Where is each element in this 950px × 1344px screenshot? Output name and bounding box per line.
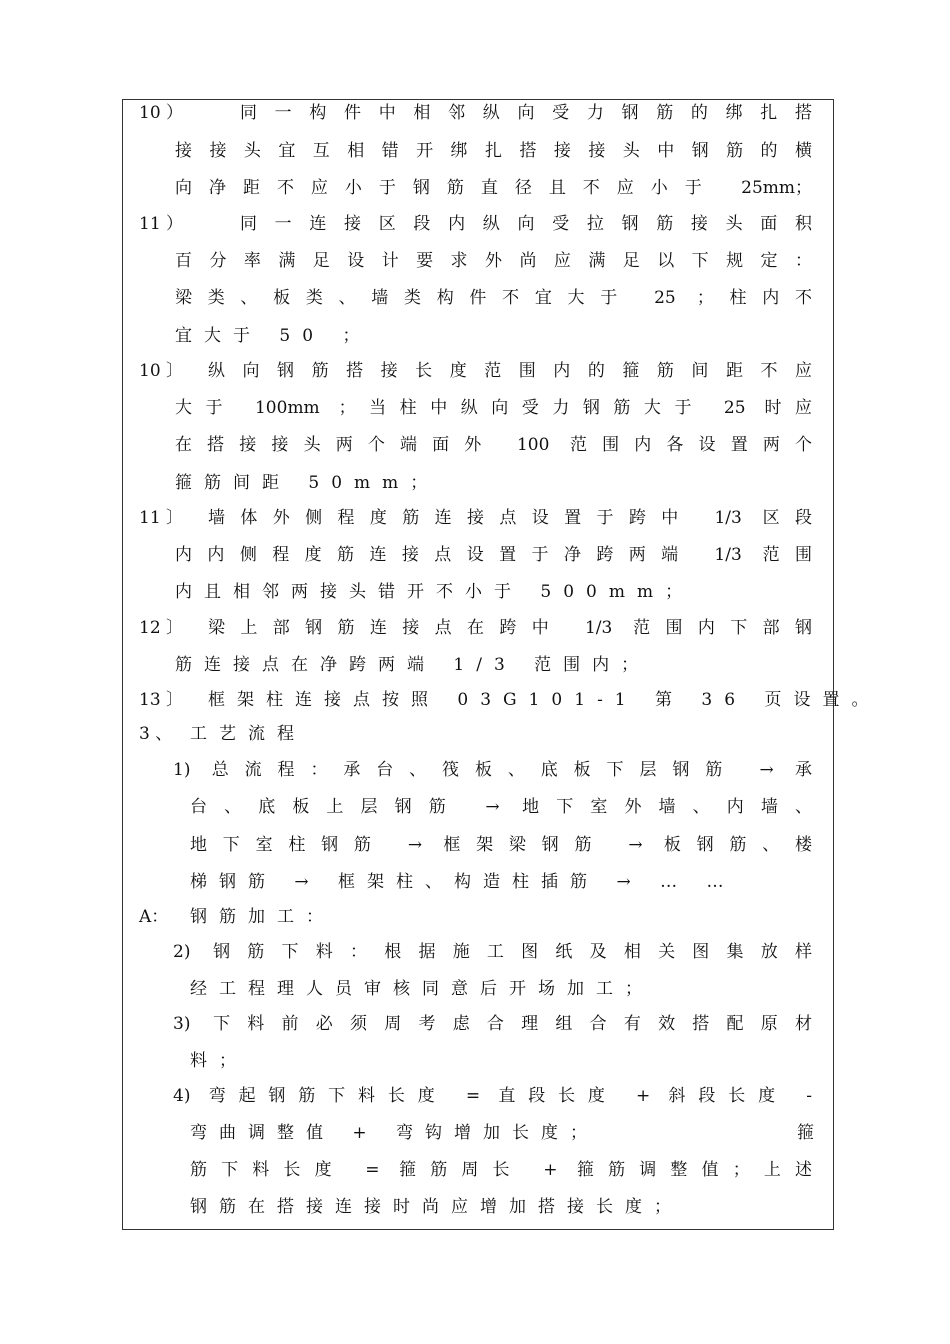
step-4-line-3: 筋下料长度 = 箍筋周长 + 箍筋调整值；上述 — [190, 1160, 812, 1180]
item-10b-line-4: 箍筋间距 50mm； — [175, 473, 440, 493]
item-10b-line-1: 纵向钢筋搭接长度范围内的箍筋间距不应 — [208, 361, 812, 381]
item-12-line-1: 梁上部钢筋连接点在跨中 1/3 范围内下部钢 — [208, 618, 812, 638]
item-number-10b: 10 〕 — [139, 361, 184, 381]
item-11a-line-3: 梁类、板类、墙类构件不宜大于 25 ；柱内不 — [175, 288, 812, 308]
item-10a-line-2: 接接头宜互相错开绑扎搭接接头中钢筋的横 — [175, 141, 812, 161]
step-2-line-1: 2) 钢筋下料：根据施工图纸及相关图集放样 — [173, 942, 812, 962]
item-number-11a: 11 ） — [139, 214, 184, 234]
step-3-line-1: 3) 下料前必须周考虑合理组合有效搭配原材 — [173, 1014, 812, 1034]
item-10a-line-1: 同一构件中相邻纵向受力钢筋的绑扎搭 — [240, 103, 812, 123]
step-1-line-1: 1) 总流程：承台、筏板、底板下层钢筋 → 承 — [173, 760, 812, 780]
step-4-line-2: 弯曲调整值 + 弯钩增加长度； — [190, 1123, 600, 1143]
step-4-line-4: 钢筋在搭接连接时尚应增加搭接长度； — [190, 1197, 683, 1217]
item-number-13: 13 〕 — [139, 690, 184, 710]
item-10b-line-2: 大于 100mm ；当柱中纵向受力钢筋大于 25 时应 — [175, 398, 812, 418]
step-3-line-2: 料； — [190, 1051, 248, 1071]
item-11b-line-1: 墙体外侧程度筋连接点设置于跨中 1/3 区段 — [208, 508, 812, 528]
item-11a-line-2: 百分率满足设计要求外尚应满足以下规定： — [175, 251, 812, 271]
item-number-12: 12 〕 — [139, 618, 184, 638]
item-11b-line-3: 内且相邻两接头错开不小于 500mm； — [175, 582, 695, 602]
item-number-10a: 10 ） — [139, 103, 184, 123]
section-3-heading: 工艺流程 — [190, 724, 306, 744]
item-10b-line-3: 在搭接接头两个端面外 100 范围内各设置两个 — [175, 435, 812, 455]
item-13-line-1: 框架柱连接点按照 03G101-1 第 36 页设置。 — [208, 690, 881, 710]
step-4-line-2-end: 箍 — [797, 1123, 814, 1143]
section-a-heading: 钢筋加工： — [190, 907, 335, 927]
step-1-line-3: 地下室柱钢筋 → 框架梁钢筋 → 板钢筋、楼 — [190, 835, 812, 855]
step-4-line-1: 4) 弯起钢筋下料长度 = 直段长度 + 斜段长度 - — [173, 1086, 812, 1106]
item-11a-line-1: 同一连接区段内纵向受拉钢筋接头面积 — [240, 214, 812, 234]
step-1-line-2: 台、底板上层钢筋 → 地下室外墙、内墙、 — [190, 797, 812, 817]
item-11b-line-2: 内内侧程度筋连接点设置于净跨两端 1/3 范围 — [175, 545, 812, 565]
step-2-line-2: 经工程理人员审核同意后开场加工； — [190, 979, 654, 999]
item-number-11b: 11 〕 — [139, 508, 184, 528]
section-number-3: 3 、 — [139, 724, 173, 744]
section-label-a: A： — [139, 907, 169, 927]
item-12-line-2: 筋连接点在净跨两端 1/3 范围内； — [175, 655, 651, 675]
step-1-line-4: 梯钢筋 → 框架柱、构造柱插筋 → … … — [190, 872, 736, 892]
item-11a-line-4: 宜大于 50 ； — [175, 326, 372, 346]
item-10a-line-3: 向净距不应小于钢筋直径且不应小于 25mm； — [175, 178, 812, 198]
